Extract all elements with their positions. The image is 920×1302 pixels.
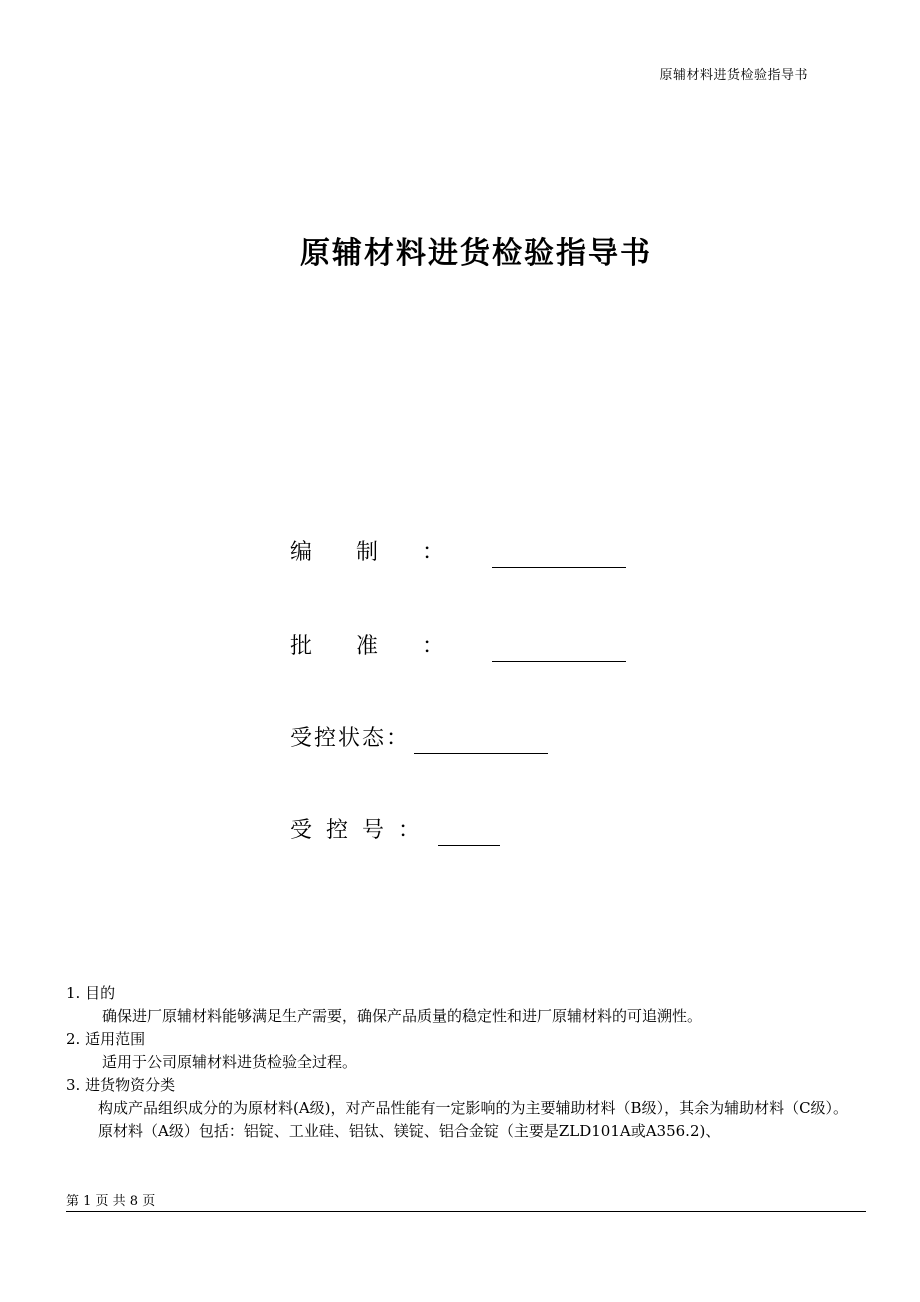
signature-row-control-status (290, 724, 548, 754)
signature-line-control-status[interactable] (414, 727, 548, 754)
section-1-text: 确保进厂原辅材料能够满足生产需要，确保产品质量的稳定性和进厂原辅材料的可追溯性。 (102, 1007, 703, 1025)
signature-label-author: 编制： (290, 540, 489, 565)
section-2-text: 适用于公司原辅材料进货检验全过程。 (102, 1053, 358, 1071)
section-2-heading: 2. 适用范围 (66, 1030, 146, 1048)
running-header: 原辅材料进货检验指导书 (659, 68, 808, 83)
signature-line-approver[interactable] (492, 635, 626, 662)
section-3-text-1: 构成产品组织成分的为原材料(A级)，对产品性能有一定影响的为主要辅助材料（B级），其余为辅助材料（C级）。 (98, 1099, 849, 1117)
signature-label-control-status: 受控状态： (290, 726, 411, 751)
signature-line-author[interactable] (492, 541, 626, 568)
signature-row-control-number (290, 816, 500, 846)
page-number: 第 1 页 共 8 页 (66, 1194, 156, 1209)
document-body (66, 982, 866, 1143)
page-footer (66, 1190, 866, 1212)
section-3-heading: 3. 进货物资分类 (66, 1076, 176, 1094)
document-title: 原辅材料进货检验指导书 (300, 236, 652, 271)
signature-row-author (290, 538, 626, 568)
signature-line-control-number[interactable] (438, 819, 500, 846)
signature-row-approver (290, 632, 626, 662)
signature-label-approver: 批准： (290, 634, 489, 659)
section-1-heading: 1. 目的 (66, 984, 116, 1002)
signature-label-control-number: 受控号： (290, 818, 435, 843)
section-3-text-2: 原材料（A级）包括：铝锭、工业硅、铝钛、镁锭、铝合金锭（主要是ZLD101A或A356.2)、 (98, 1122, 721, 1140)
